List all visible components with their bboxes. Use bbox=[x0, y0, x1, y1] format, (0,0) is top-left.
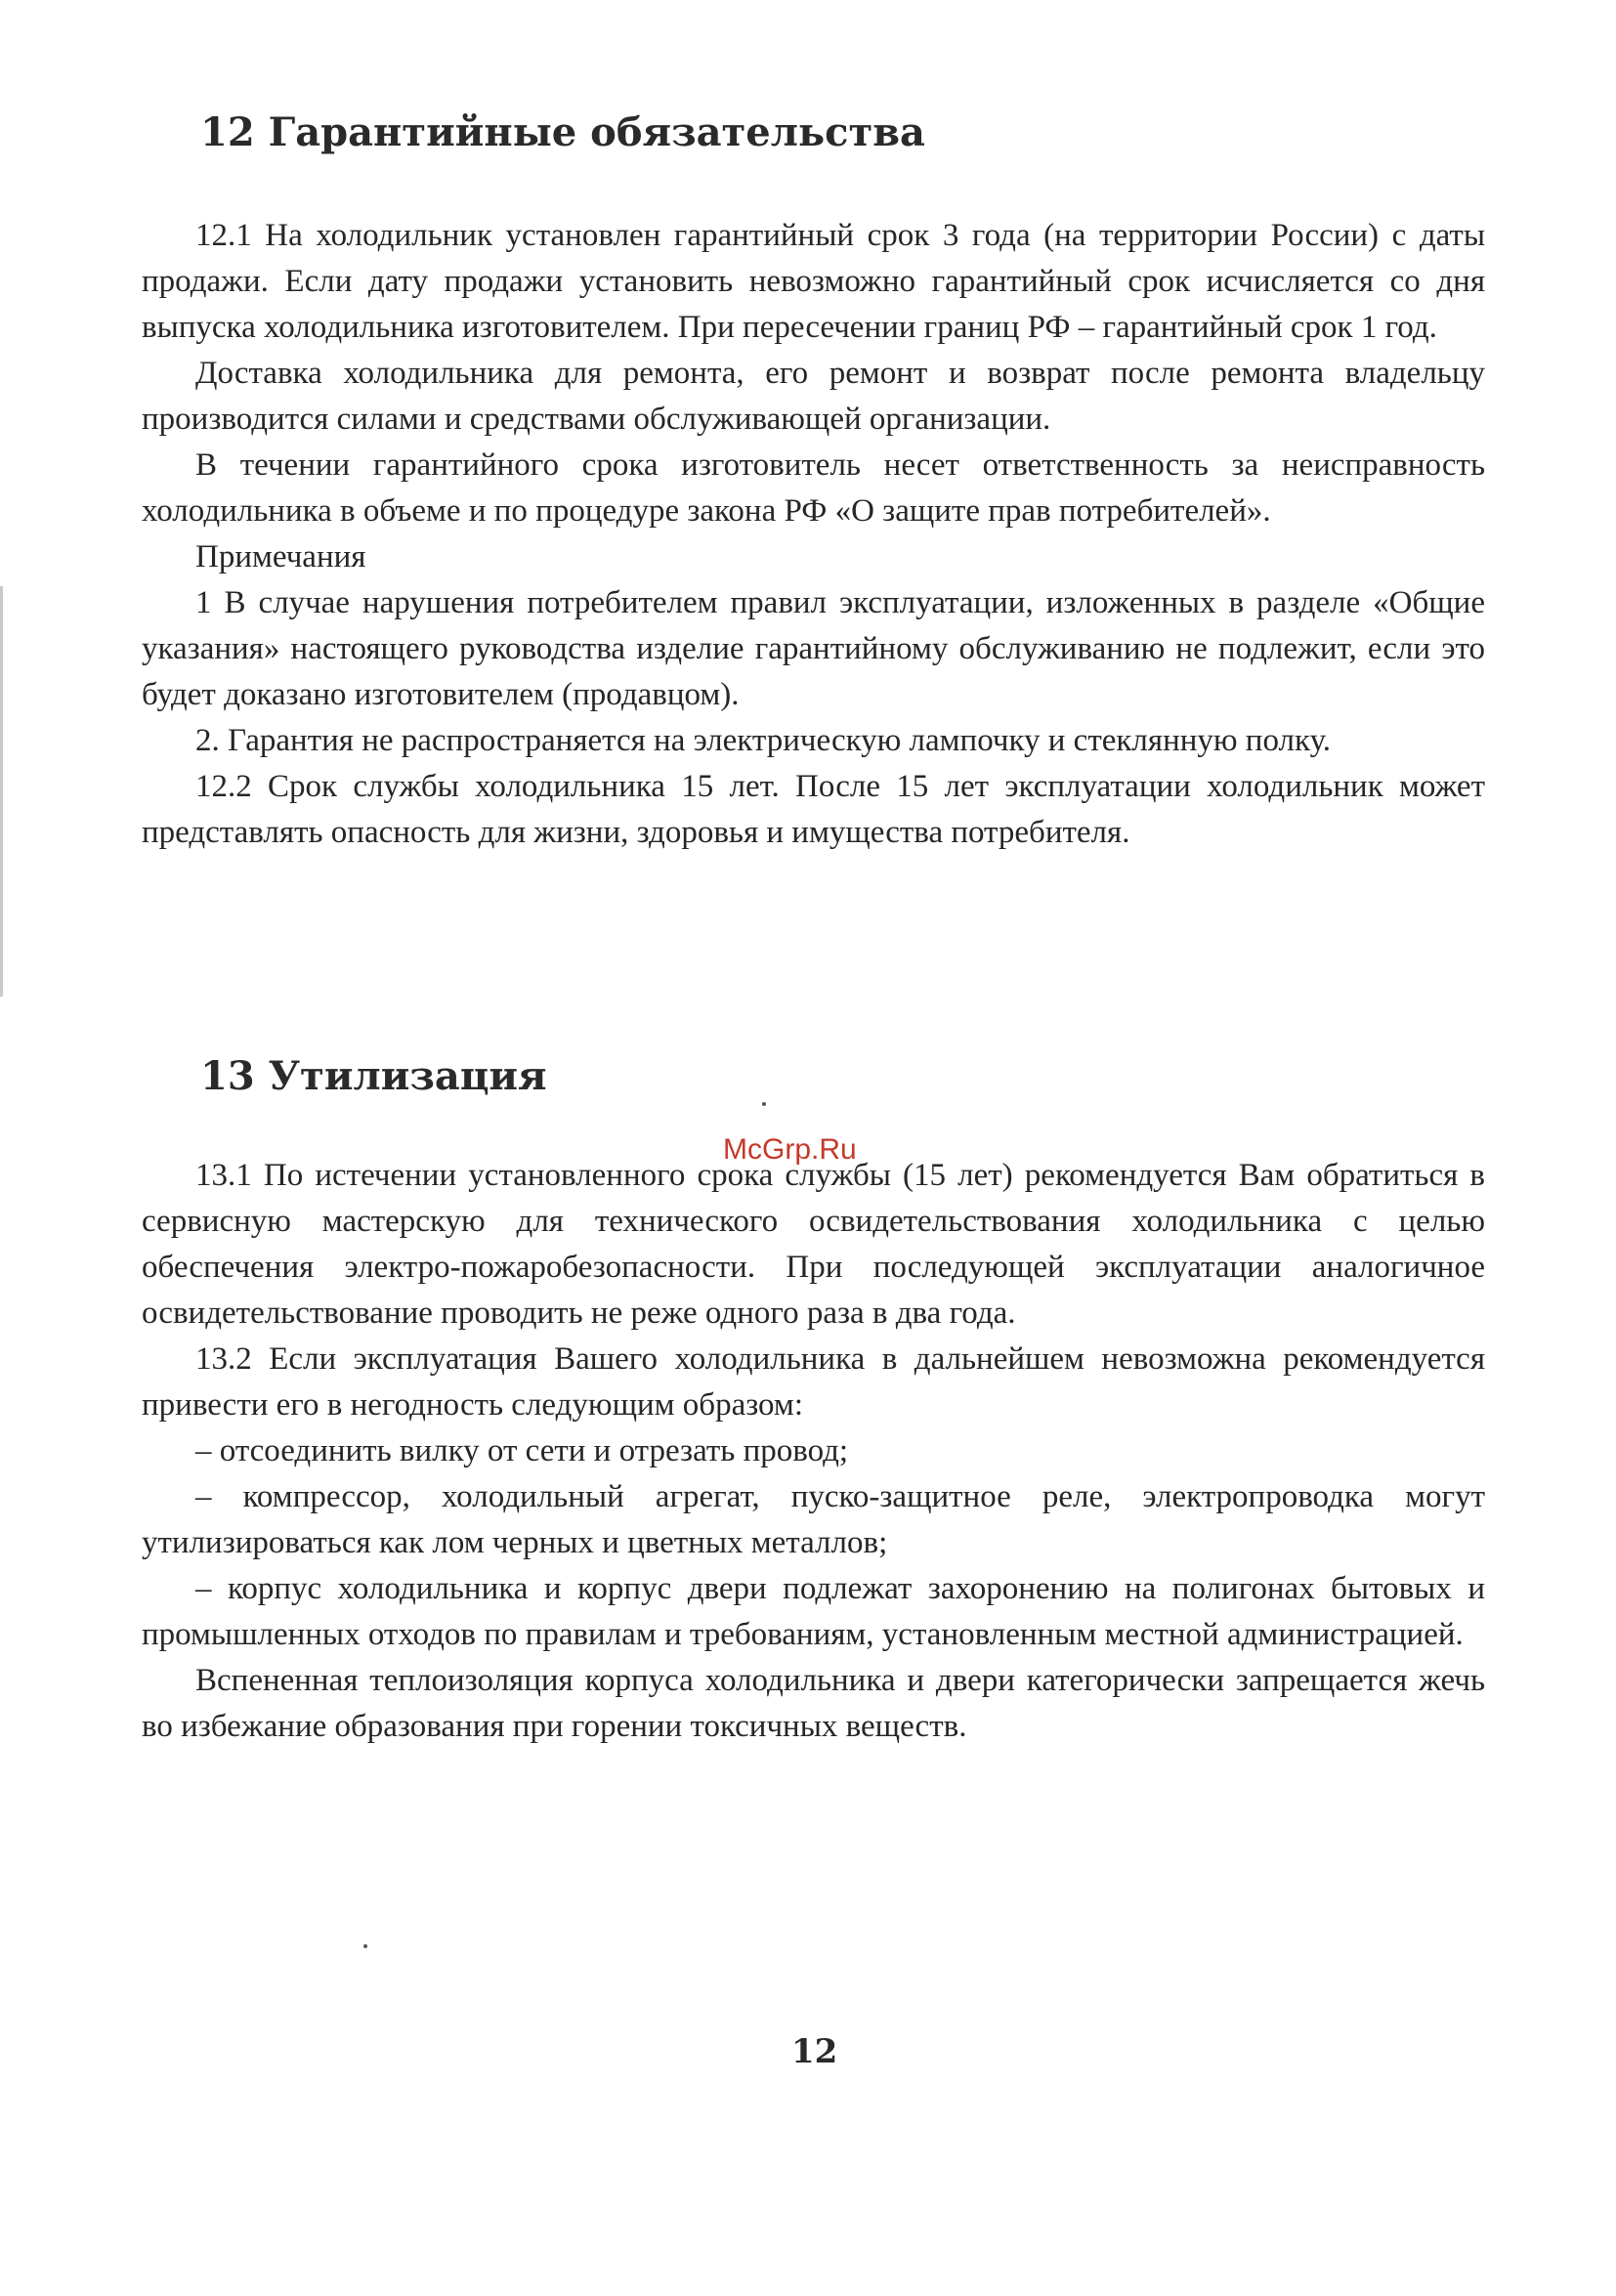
section-13-body bbox=[142, 1153, 1485, 1750]
paragraph-insulation: Вспененная теплоизоляция корпуса холодильника и двери категорически запрещается жечь во избежание образования при горении токсичных веществ. bbox=[142, 1663, 1485, 1744]
paragraph-12-2: 12.2 Срок службы холодильника 15 лет. После 15 лет эксплуатации холодильник может представлять опасность для жизни, здоровья и имущества потребителя. bbox=[142, 769, 1485, 850]
section-12-title: 12 Гарантийные обязательства bbox=[200, 109, 925, 155]
watermark: McGrp.Ru bbox=[723, 1133, 857, 1166]
notes-heading: Примечания bbox=[195, 539, 366, 574]
paragraph-12-1: 12.1 На холодильник установлен гарантийный срок 3 года (на территории России) с даты продажи. Если дату продажи установить невозможно гарантийный срок исчисляется со дня выпуска холодильника изготовителем. При пересечении границ РФ – гарантийный срок 1 год. bbox=[142, 218, 1485, 345]
section-12-body bbox=[142, 213, 1485, 856]
note-1: 1 В случае нарушения потребителем правил эксплуатации, изложенных в разделе «Общие указания» настоящего руководства изделие гарантийному обслуживанию не подлежит, если это будет доказано изготовителем (продавцом). bbox=[142, 585, 1485, 712]
paragraph-13-1: 13.1 По истечении установленного срока службы (15 лет) рекомендуется Вам обратиться в сервисную мастерскую для технического освидетельствования холодильника с целью обеспечения электро-пожаробезопасности. При последующей эксплуатации аналогичное освидетельствование проводить не реже одного раза в два года. bbox=[142, 1158, 1485, 1331]
note-2: 2. Гарантия не распространяется на электрическую лампочку и стеклянную полку. bbox=[195, 723, 1332, 758]
disposal-step-body: – корпус холодильника и корпус двери подлежат захоронению на полигонах бытовых и промышленных отходов по правилам и требованиям, установленным местной администрацией. bbox=[142, 1571, 1485, 1652]
paragraph-12-delivery: Доставка холодильника для ремонта, его ремонт и возврат после ремонта владельцу производится силами и средствами обслуживающей организации. bbox=[142, 356, 1485, 437]
disposal-step-metals: – компрессор, холодильный агрегат, пуско-защитное реле, электропроводка могут утилизироваться как лом черных и цветных металлов; bbox=[142, 1479, 1485, 1560]
section-13-title: 13 Утилизация bbox=[200, 1053, 547, 1099]
disposal-step-plug: – отсоединить вилку от сети и отрезать провод; bbox=[195, 1433, 849, 1468]
scan-edge-shadow bbox=[0, 586, 3, 997]
scan-speck bbox=[363, 1944, 367, 1948]
paragraph-12-responsibility: В течении гарантийного срока изготовитель несет ответственность за неисправность холодильника в объеме и по процедуре закона РФ «О защите прав потребителей». bbox=[142, 447, 1485, 529]
page-number: 12 bbox=[791, 2032, 838, 2071]
scan-speck bbox=[762, 1102, 766, 1106]
paragraph-13-2: 13.2 Если эксплуатация Вашего холодильника в дальнейшем невозможна рекомендуется привести его в негодность следующим образом: bbox=[142, 1341, 1485, 1423]
